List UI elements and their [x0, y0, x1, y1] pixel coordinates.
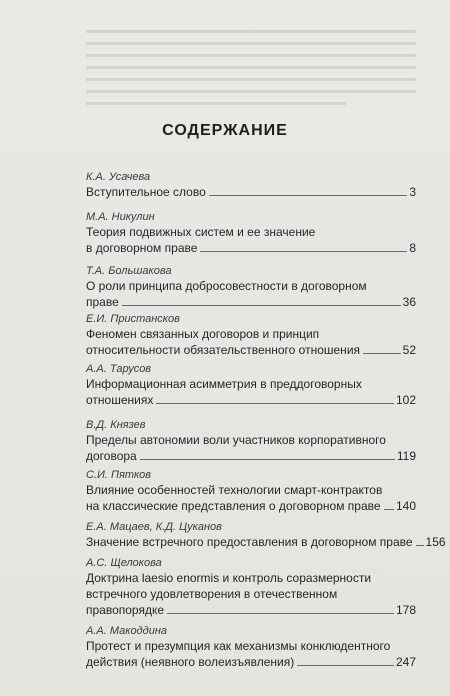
toc-title-line — [86, 376, 416, 392]
toc-title-text: отношениях — [86, 393, 154, 407]
toc-author: А.С. Щелокова — [86, 557, 162, 569]
toc-entry — [86, 624, 416, 670]
toc-leader — [416, 545, 424, 546]
toc-page-number: 119 — [396, 449, 416, 463]
toc-page-number: 102 — [395, 393, 416, 407]
page-title: СОДЕРЖАНИЕ — [162, 122, 288, 139]
toc-leader — [384, 509, 394, 510]
toc-entry — [86, 312, 416, 358]
toc-entry — [86, 418, 416, 464]
toc-leader — [209, 195, 408, 196]
toc-author: Е.А. Мацаев, К.Д. Цуканов — [86, 521, 222, 533]
toc-title-line — [86, 240, 416, 256]
toc-title-text: договора — [86, 449, 137, 463]
toc-entry — [86, 264, 416, 310]
toc-entry — [86, 556, 416, 618]
toc-leader — [167, 613, 394, 614]
toc-title-line — [86, 448, 416, 464]
toc-author: К.А. Усачева — [86, 171, 151, 183]
toc-author: А.А. Макоддина — [86, 625, 168, 637]
toc-title-line — [86, 278, 416, 294]
toc-title-line — [86, 602, 416, 618]
bleed-through-text — [0, 0, 450, 118]
toc-page-number: 8 — [409, 241, 416, 255]
toc-title-line — [86, 534, 446, 550]
toc-title-text: праве — [86, 295, 119, 309]
toc-title-line — [86, 570, 416, 586]
toc-title-line — [86, 184, 416, 200]
toc-title-text: относительности обязательственного отношения — [86, 343, 361, 357]
toc-author: Е.И. Пристансков — [86, 313, 180, 325]
toc-title-text: встречного удовлетворения в отечественном — [86, 587, 338, 601]
toc-leader — [140, 459, 395, 460]
toc-page-number: 247 — [395, 655, 416, 669]
toc-title-text: Пределы автономии воли участников корпоративного — [86, 433, 386, 447]
toc-title-line — [86, 294, 416, 310]
toc-leader — [363, 353, 401, 354]
toc-leader — [122, 305, 401, 306]
toc-title-text: действия (неявного волеизъявления) — [86, 655, 295, 669]
toc-title-text: Информационная асимметрия в преддоговорных — [86, 377, 362, 391]
toc-title-line — [86, 342, 416, 358]
toc-title-line — [86, 498, 416, 514]
toc-title-line — [86, 224, 416, 240]
toc-leader — [297, 665, 394, 666]
toc-entry — [86, 362, 416, 408]
toc-title-line — [86, 654, 416, 670]
toc-author: Т.А. Большакова — [86, 265, 172, 277]
toc-entry — [86, 170, 416, 200]
toc-page-number: 156 — [425, 535, 446, 549]
toc-entry — [86, 468, 416, 514]
toc-entry — [86, 210, 416, 256]
toc-title-line — [86, 326, 416, 342]
toc-title-text: Теория подвижных систем и ее значение — [86, 225, 316, 239]
toc-title-text: Вступительное слово — [86, 185, 206, 199]
toc-title-line — [86, 432, 416, 448]
toc-title-line — [86, 638, 416, 654]
toc-author: А.А. Тарусов — [86, 363, 152, 375]
toc-title-text: правопорядке — [86, 603, 165, 617]
toc-page-number: 3 — [409, 185, 416, 199]
toc-title-line — [86, 392, 416, 408]
toc-title-text: Протест и презумпция как механизмы конклюдентного — [86, 639, 391, 653]
toc-entry — [86, 520, 446, 550]
toc-title-text: О роли принципа добросовестности в договорном — [86, 279, 367, 293]
toc-title-line — [86, 482, 416, 498]
toc-title-text: Доктрина laesio enormis и контроль соразмерности — [86, 571, 372, 585]
toc-leader — [156, 403, 394, 404]
toc-page-number: 52 — [402, 343, 416, 357]
toc-title-text: Феномен связанных договоров и принцип — [86, 327, 320, 341]
toc-title-text: Значение встречного предоставления в договорном праве — [86, 535, 413, 549]
toc-title-text: в договорном праве — [86, 241, 198, 255]
toc-author: В.Д. Князев — [86, 419, 146, 431]
toc-title-text: на классические представления о договорном праве — [86, 499, 381, 513]
toc-title-text: Влияние особенностей технологии смарт-контрактов — [86, 483, 383, 497]
toc-leader — [200, 251, 407, 252]
toc-title-line — [86, 586, 416, 602]
toc-author: М.А. Никулин — [86, 211, 155, 223]
toc-page-number: 140 — [395, 499, 416, 513]
toc-page-number: 36 — [402, 295, 416, 309]
toc-page-number: 178 — [395, 603, 416, 617]
toc-author: С.И. Пятков — [86, 469, 152, 481]
